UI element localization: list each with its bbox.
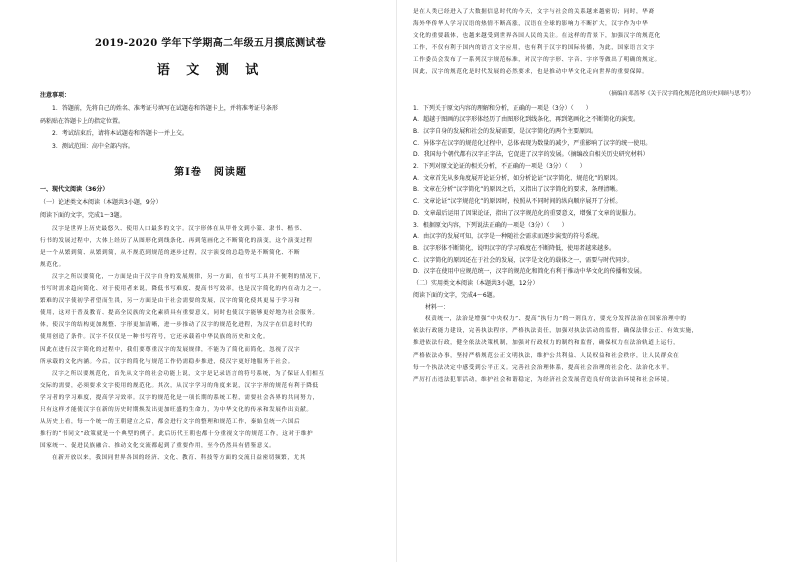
subject-title: 语 文 测 试 xyxy=(156,63,265,78)
passage xyxy=(40,223,381,465)
question-stem: 2．下列对原文论证的相关分析，不正确的一项是（3分）（ ） xyxy=(413,163,586,171)
passage-line: 学习者的学习难度，提高学习效率。汉字的规范化是一项长期的系统工程，需要社会各界的共同努力， xyxy=(40,394,319,401)
passage-line: 书写时需求趋向简化、对于使用者来说，降低书写难度、提高书写效率，也是汉字简化的内在动力之一。 xyxy=(40,286,325,293)
passage-line: 是一个从繁到简、从繁到简，从不规范到规范的逐步过程，汉字演变的总趋势是不断简化、不断 xyxy=(40,249,301,256)
passage-line: 因此在进行汉字简化的过程中，我们要尊重汉字的发展规律，不能为了简化而简化，忽视了汉字 xyxy=(40,346,301,353)
right-page xyxy=(397,0,794,562)
subsection-heading: （二）实用类文本阅读（本题共3小题，12分） xyxy=(413,280,539,288)
question-option: D．文章最后运用了因果论证，指出了汉字规范化的重要意义，增强了文章的说服力。 xyxy=(413,209,640,217)
passage-line: 规范化。 xyxy=(40,261,65,268)
question-option: B．汉字自身的发展和社会的发展需要，是汉字简化的两个主要原因。 xyxy=(413,127,598,135)
question-option: C．汉字简化的原因还在于社会的发展，汉字是文化的载体之一，需要与时代同步。 xyxy=(413,256,634,264)
material-line: 权责统一，法治是增强“中央权力”、提高“执行力”的一剂良方，要充分发挥法治在国家治理中的 xyxy=(425,316,687,323)
passage-line: 使用，这对于普及教育、提高全民族的文化素质具有重要意义，同时也使汉字能够更好地为社会服务。 xyxy=(40,310,319,317)
passage-line: 在新开放以来，我国同世界各国的经济、文化、教育、科技等方面的交流日益密切频繁，尤其 xyxy=(52,455,306,462)
passage-line: 所承载的文化内涵。今后，汉字的简化与规范工作仍需稳步推进，使汉字更好地服务于社会。 xyxy=(40,358,294,365)
passage-line: 工作委员会发布了一系列汉字规范标准，对汉字的字形、字音、字序等做出了明确的规定。 xyxy=(413,57,661,64)
material-line: 严格依法办事，坚持严格规范公正文明执法，维护公共利益、人民权益和社会秩序，让人民群众在 xyxy=(413,352,680,359)
question-stem: 3．根据原文内容，下列说法正确的一项是（3分）（ ） xyxy=(413,221,568,229)
notice-line: 2．考试结束后，请将本试题卷和答题卡一并上交。 xyxy=(52,130,188,138)
passage-line: 文化的重要载体，也越来越受到世界各国人民的关注。在这样的背景下，加强汉字的规范化 xyxy=(413,33,661,40)
question-option: D．汉字在使用中应规范统一，汉字的规范化和简化有利于推动中华文化的传播和发展。 xyxy=(413,268,646,276)
question-option: D．我国每个朝代都有汉字正字法，它促进了汉字的发展。（摘编改自相关历史研究材料） xyxy=(413,151,649,159)
passage-line: 汉字之所以要简化，一方面是由于汉字自身的发展规律，另一方面，在书写工具并不便利的情况下， xyxy=(52,273,325,280)
question-option: B．文章在分析“汉字简化”的原因之后，又指出了汉字简化的要求，条理清晰。 xyxy=(413,186,622,194)
question-option: A．超越于图画的汉字形体经历了由图形化到线条化，再到笔画化之不断简化的演变。 xyxy=(413,116,640,124)
material-line: 推进依法行政，健全依法决策机制，加强对行政权力的制约和监督，确保权力在法治轨道上运行， xyxy=(413,340,680,347)
question-option: C．文章论证“汉字规范化”的原因时，按照从不同时间的纵向顺序展开了分析。 xyxy=(413,198,622,206)
notice-line: 3．测试范围：高中全部内容。 xyxy=(52,142,134,150)
instruction: 阅读下面的文字，完成4～6题。 xyxy=(413,291,499,299)
passage-line: 国家统一、促进民族融合、推动文化交流都起到了重要作用，至今仍然具有借鉴意义。 xyxy=(40,443,276,450)
passage-line: 只有这样才能使汉字在新的历史时期焕发出更加旺盛的生命力，为中华文化的传承和发展作出贡献。 xyxy=(40,406,313,413)
passage-line: 工作，不仅有利于国内的语言文字应用，也有利于汉字的国际传播，为此，国家语言文字 xyxy=(413,45,655,52)
question-list xyxy=(413,103,754,279)
notice-line: 码粘贴在答题卡上的指定位置。 xyxy=(40,117,125,125)
volume-heading xyxy=(40,163,381,178)
exam-title: 2019-2020 学年下学期高二年级五月摸底测试卷 xyxy=(94,38,327,49)
material-line: 每一个执法决定中感受到公平正义。完善社会治理体系，提高社会治理的社会化、法治化水平， xyxy=(413,364,674,371)
passage-continued xyxy=(413,6,754,79)
notice-line: 1．答题前，先将自己的姓名、准考证号填写在试题卷和答题卡上，并将准考证号条形 xyxy=(52,105,278,112)
question-option: C．异体字在汉字的规范化过程中，总体表现为数量的减少，严重影响了汉字的统一使用。 xyxy=(413,139,652,147)
question-stem: 1．下列关于原文内容的理解和分析，正确的一项是（3分）（ ） xyxy=(413,104,592,112)
question-option: A．由汉字的发展可知，汉字是一种随社会需求而逐步演变的符号系统。 xyxy=(413,233,604,241)
material-line: 依法行政能力建设，完善执法程序，严格执法责任，加强对执法活动的监督，确保法律公正、有效实施， xyxy=(413,328,698,335)
passage-line: 从历史上看，每一个统一的王朝建立之后，都会进行文字的整理和规范工作，秦始皇统一六国后 xyxy=(40,419,301,426)
material-heading: 材料一： xyxy=(425,303,450,311)
material-line: 严厉打击违法犯罪活动，维护社会和谐稳定，为经济社会发展营造良好的法治环境和社会环境。 xyxy=(413,376,674,383)
passage-line: 推行的“书同文”政策就是一个典型的例子。此后历代王朝也都十分重视文字的规范工作，这对于维护 xyxy=(40,431,314,438)
section-heading: 一、现代文阅读（36分） xyxy=(40,186,109,194)
passage-source: （摘编自邓蔷琴《关于汉字简化规范化的历史回顾与思考》） xyxy=(605,90,754,97)
material-passage xyxy=(413,313,754,386)
passage-line: 使用创造了条件。汉字不仅仅是一种书写符号，它还承载着中华民族的历史和文化。 xyxy=(40,334,270,341)
passage-line: 体，使汉字的结构更加规整、字形更加清晰，进一步推动了汉字的规范化进程，为汉字在信息时代的 xyxy=(40,322,313,329)
question-option: B．汉字形体不断简化，说明汉字的学习难度在不断降低，使用者越来越多。 xyxy=(413,245,616,252)
passage-line: 海外华侨华人学习汉语的热情不断高涨，汉语在全球的影响力不断扩大，汉字作为中华 xyxy=(413,21,649,28)
notice-heading: 注意事项： xyxy=(40,92,71,99)
passage-line: 繁难的汉字使初学者望而生畏，另一方面是由于社会需要的发展，汉字的简化使其更易于学习和 xyxy=(40,298,301,305)
subsection-heading: （一）论述类文本阅读（本题共3小题，9分） xyxy=(40,199,162,207)
passage-line: 交际的需要，必须要求文字使用的规范化。其次，从汉字学习的角度来说，汉字字形的规范有利于降低 xyxy=(40,382,319,389)
passage-line: 因此，汉字的规范化是时代发展的必然要求，也是推动中华文化走向世界的重要保障。 xyxy=(413,69,649,76)
passage-line: 汉字之所以要规范化，首先从文字的社会功能上说，文字是记录语言的符号系统，为了保证人们相互 xyxy=(52,370,325,377)
passage-line: 是在人类已经进入了大数据信息时代的今天，文字与社会的关系越来越密切；同时，华裔 xyxy=(413,9,655,15)
question-option: A．文章首先从多角度展开论证分析，如分析论证“汉字简化、规范化”的原因。 xyxy=(413,174,622,182)
passage-line: 汉字是世界上历史最悠久、使用人口最多的文字。汉字形体在从甲骨文到小篆、隶书、楷书、 xyxy=(52,225,306,232)
instruction: 阅读下面的文字，完成1～3题。 xyxy=(40,211,126,219)
volume-name: 阅读题 xyxy=(213,167,247,179)
passage-line: 行书的发展过程中，大体上经历了从图形化到线条化、再到笔画化之不断简化的演变，这个演变过程 xyxy=(40,237,313,244)
volume-number: 第Ⅰ卷 xyxy=(174,167,202,179)
